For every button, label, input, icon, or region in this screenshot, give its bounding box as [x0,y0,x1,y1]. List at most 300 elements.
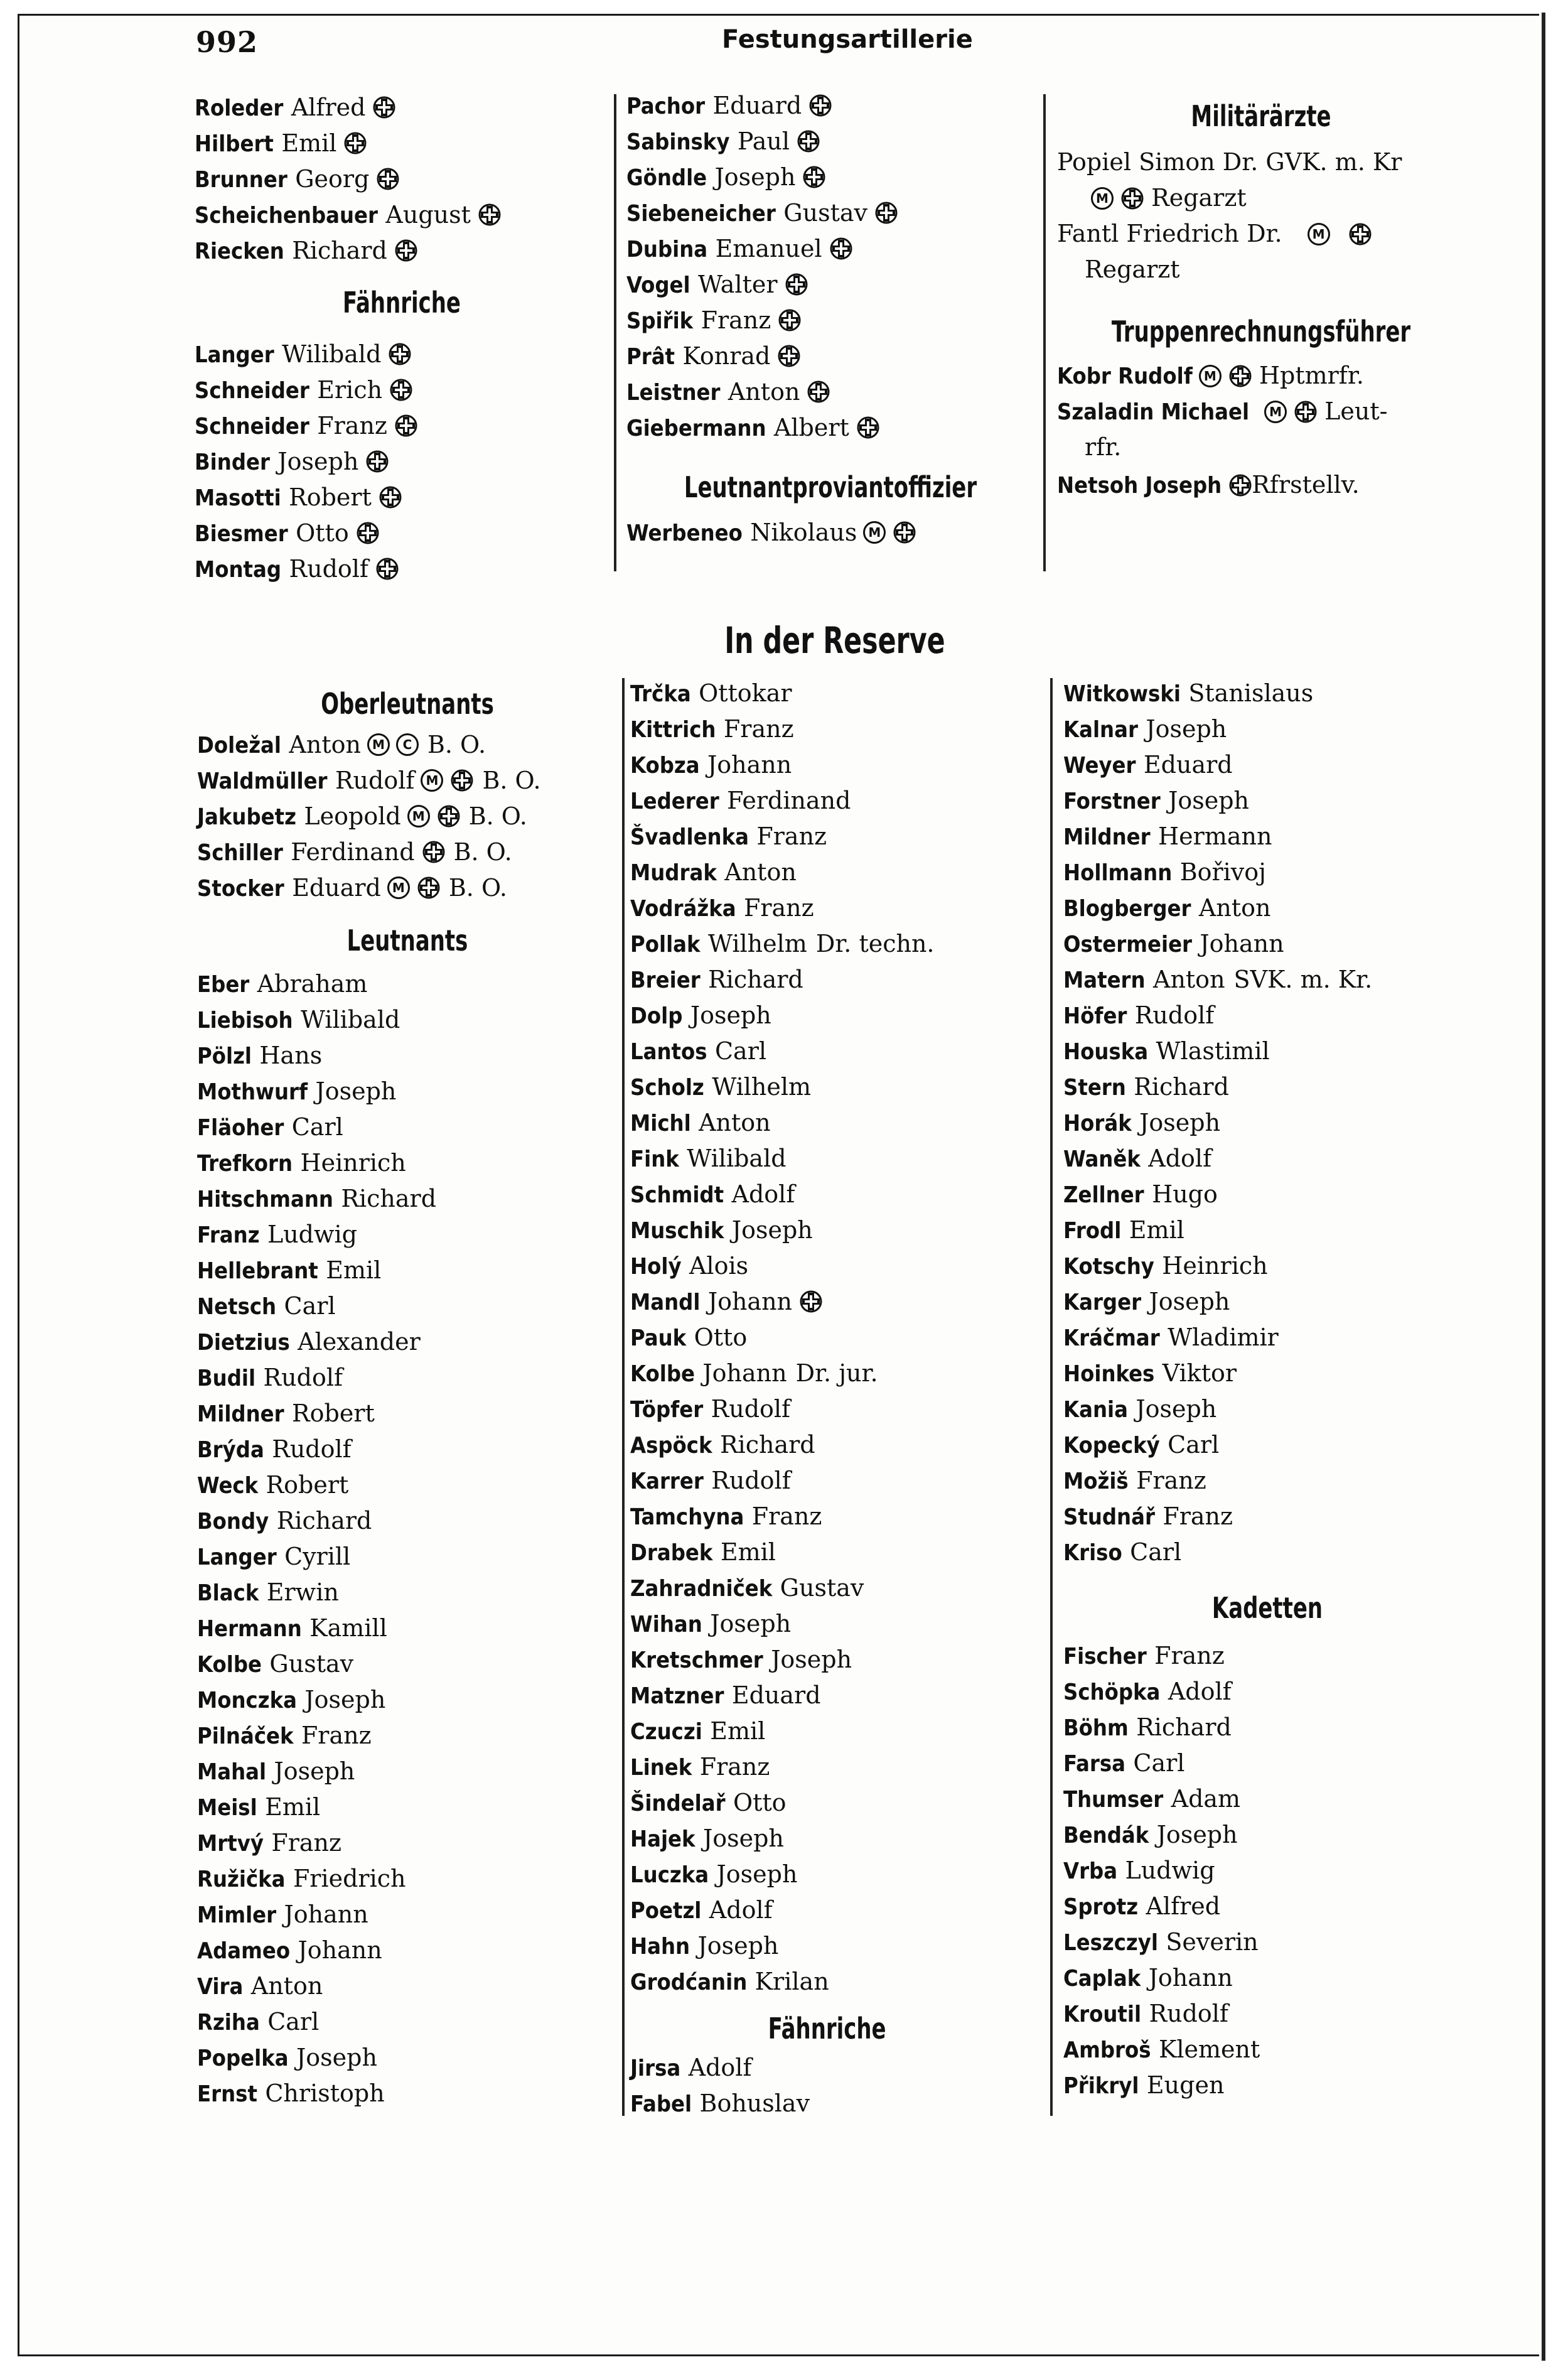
list-entry [197,1253,618,1288]
given-name: August [385,201,471,229]
given-name: Johann [707,1288,793,1315]
given-name: Anton [1198,894,1271,922]
surname: Sabinsky [626,129,730,155]
given-name: Leopold [304,802,401,830]
given-name: Joseph [697,1932,779,1960]
entry-szaladin-rank: rfr. [1085,433,1122,461]
surname: Adameo [197,1938,291,1964]
list-entry [630,2050,1044,2086]
surname: Hellebrant [197,1258,318,1284]
given-name: Joseph [1168,787,1249,814]
list-entry [197,834,618,870]
surname: Breier [630,968,701,993]
given-name: Klement [1158,2035,1260,2063]
heading-leutnantproviantoffizier: Leutnantproviantoffizier [684,470,977,504]
given-name: Richard [292,237,387,264]
list-entry [195,408,609,444]
surname: Kriso [1063,1540,1122,1566]
surname: Schmidt [630,1182,724,1208]
given-name: Otto [733,1789,787,1816]
given-name: Otto [296,519,349,547]
list-entry [626,124,1034,159]
cross-icon [379,486,402,509]
surname: Liebisoh [197,1008,293,1033]
cross-icon [830,237,852,260]
cross-icon [373,96,395,119]
list-entry [1063,1674,1471,1710]
given-name: Joseph [1139,1109,1221,1136]
given-name: Wilibald [300,1006,400,1033]
top-column-2 [626,88,1034,551]
given-name: Johann [1148,1964,1233,1992]
list-entry [197,1610,618,1646]
given-name: Anton [289,731,361,758]
surname: Budil [197,1366,256,1391]
merit-medal-icon: M [1308,223,1330,245]
merit-medal-icon: M [367,733,390,756]
given-name: Joseph [296,2044,377,2071]
given-name: Joseph [1136,1395,1217,1423]
surname: Dubina [626,237,708,262]
given-name: Franz [744,894,814,922]
cross-icon [797,130,820,153]
given-name: Wilhelm [707,930,807,957]
given-name: Walter [698,271,778,298]
list-entry [626,410,1034,446]
given-name: Anton [1153,966,1225,993]
surname: Poetzl [630,1898,702,1924]
list-entry [1063,676,1471,711]
list-entry [197,1718,618,1754]
given-name: Cyrill [284,1543,351,1570]
surname: Mothwurf [197,1079,308,1105]
entry-note: B. O. [448,874,507,902]
entry-note: Dr. jur. [795,1359,878,1387]
given-name: Joseph [731,1216,813,1244]
list-entry [1063,962,1471,998]
given-name: Wlastimil [1156,1037,1270,1065]
given-name: Anton [728,378,800,406]
list-entry [630,1785,1044,1821]
surname: Böhm [1063,1715,1129,1741]
surname: Hitschmann [197,1187,333,1212]
given-name: Ottokar [699,679,792,707]
given-name: Emil [720,1538,776,1566]
surname: Švadlenka [630,824,749,850]
surname: Biesmer [195,521,288,547]
surname: Zellner [1063,1182,1144,1208]
surname: Meisl [197,1795,257,1821]
list-entry [195,161,609,197]
surname: Matzner [630,1683,724,1709]
list-entry [630,783,1044,819]
cross-icon [390,379,412,401]
cross-icon [366,450,389,473]
list-entry [197,1754,618,1789]
list-entry [630,676,1044,711]
list-entry [630,1177,1044,1212]
surname: Karger [1063,1290,1142,1315]
given-name: Alois [689,1252,749,1280]
surname: Schneider [195,414,309,439]
surname: Drabek [630,1540,713,1566]
list-entry [197,763,618,799]
surname: Karrer [630,1469,704,1494]
list-entry [630,1606,1044,1642]
surname: Rziha [197,2010,260,2035]
c-medal-icon: C [396,733,419,756]
surname: Waněk [1063,1146,1141,1172]
cross-icon [389,343,411,365]
list-entry [197,1861,618,1897]
surname: Kotschy [1063,1254,1154,1280]
given-name: Johann [298,1936,382,1964]
surname: Matern [1063,968,1146,993]
surname: Franz [197,1222,260,1248]
surname: Možiš [1063,1469,1129,1494]
given-name: Richard [1136,1713,1232,1741]
heading-truppenrechnungsfuehrer: Truppenrechnungsführer [1111,315,1411,348]
given-name: Robert [266,1471,349,1499]
given-name: Joseph [702,1825,784,1852]
list-entry [1063,1534,1471,1570]
surname: Luczka [630,1862,709,1888]
column-rule [614,94,616,571]
given-name: Richard [276,1507,372,1534]
cross-icon [800,1290,822,1313]
surname: Blogberger [1063,896,1191,922]
list-entry [630,1892,1044,1928]
given-name: Rudolf [335,767,415,794]
given-name: Bohuslav [699,2089,810,2117]
heading-leutnants: Leutnants [346,924,468,957]
surname: Stern [1063,1075,1126,1101]
list-entry [197,870,618,906]
cross-icon [344,132,367,154]
list-entry [1063,1033,1471,1069]
list-entry [630,1749,1044,1785]
surname: Holý [630,1254,682,1280]
list-entry [1063,1069,1471,1105]
surname: Pachor [626,94,706,119]
surname: Leistner [626,380,721,406]
cross-icon [438,805,460,828]
given-name: Emil [1129,1216,1184,1244]
list-entry [197,1038,618,1074]
given-name: Anton [699,1109,771,1136]
surname: Houska [1063,1039,1149,1065]
list-entry [1063,998,1471,1033]
surname: Hajek [630,1826,695,1852]
surname: Langer [197,1545,277,1570]
cross-icon [1229,474,1252,497]
given-name: Gustav [780,1574,864,1602]
surname: Linek [630,1755,692,1781]
given-name: Carl [714,1037,767,1065]
given-name: Richard [719,1431,815,1458]
surname: Kania [1063,1397,1128,1423]
list-entry [1063,1638,1471,1674]
list-entry [197,1646,618,1682]
list-entry [630,1320,1044,1356]
given-name: Alfred [1146,1892,1221,1920]
surname: Doležal [197,733,281,758]
surname: Hermann [197,1616,302,1642]
merit-medal-icon: M [387,876,410,899]
given-name: Adolf [688,2054,752,2081]
given-name: Rudolf [1149,2000,1228,2027]
surname: Kalnar [1063,717,1138,743]
given-name: Hermann [1158,822,1272,850]
given-name: Erich [317,376,383,404]
cross-icon [417,876,440,899]
surname: Caplak [1063,1966,1141,1992]
given-name: Rudolf [289,555,368,583]
given-name: Joseph [1149,1288,1230,1315]
surname: Forstner [1063,789,1161,814]
given-name: Alfred [291,94,366,121]
list-entry [197,1324,618,1360]
surname: Riecken [195,239,284,264]
given-name: Emil [281,129,337,157]
list-entry [197,1396,618,1432]
surname: Dietzius [197,1330,290,1356]
given-name: Eugen [1146,2071,1225,2099]
list-entry [197,1002,618,1038]
surname: Dolp [630,1003,683,1029]
given-name: Rudolf [711,1395,791,1423]
surname: Pauk [630,1325,687,1351]
list-entry [197,1074,618,1109]
list-entry [630,1427,1044,1463]
surname: Hilbert [195,131,274,157]
heading-in-der-reserve: In der Reserve [724,619,945,662]
list-entry [1063,1320,1471,1356]
surname: Kolbe [197,1652,262,1678]
column-rule [622,678,625,2116]
merit-medal-icon: M [863,521,886,544]
given-name: Richard [1134,1073,1229,1101]
list-entry [1063,1499,1471,1534]
surname: Trefkorn [197,1151,293,1177]
cross-icon [357,522,379,544]
given-name: Alexander [298,1328,421,1356]
list-entry [630,1928,1044,1964]
given-name: Konrad [682,342,771,370]
list-entry [1063,1889,1471,1924]
list-entry [630,1821,1044,1857]
given-name: Franz [317,412,387,439]
list-entry [630,890,1044,926]
list-entry [1063,1817,1471,1853]
list-entry [195,372,609,408]
entry-note: B. O. [427,731,486,758]
list-entry [630,1642,1044,1678]
list-entry [630,1141,1044,1177]
list-entry [630,926,1044,962]
list-entry [1063,1924,1471,1960]
entry-popiel-rank: M Regarzt [1057,180,1465,216]
given-name: Carl [1130,1538,1182,1566]
surname: Lederer [630,789,719,814]
surname: Mandl [630,1290,701,1315]
list-entry [626,515,1034,551]
surname: Kolbe [630,1361,695,1387]
surname: Kopecký [1063,1433,1160,1458]
entry-kobr: Kobr Rudolf M Hptmrfr. [1057,362,1364,389]
list-entry [195,515,609,551]
given-name: Stanislaus [1188,679,1314,707]
cross-icon [875,202,898,224]
surname: Wihan [630,1612,702,1637]
cross-icon [376,558,399,580]
surname: Roleder [195,95,284,121]
surname: Vogel [626,272,690,298]
page-number: 992 [196,25,259,59]
list-entry [626,195,1034,231]
list-entry [197,1109,618,1145]
given-name: Richard [708,966,803,993]
list-entry [197,1360,618,1396]
surname: Kretschmer [630,1647,763,1673]
surname: Bendák [1063,1823,1149,1848]
list-entry [630,1356,1044,1391]
surname: Scheichenbauer [195,203,378,229]
given-name: Erwin [266,1578,339,1606]
given-name: Joseph [716,1860,798,1888]
cross-icon [1121,187,1144,210]
surname: Fink [630,1146,679,1172]
surname: Mildner [1063,824,1151,850]
surname: Frodl [1063,1218,1122,1244]
list-entry [630,1248,1044,1284]
given-name: Johann [702,1359,787,1387]
merit-medal-icon: M [1264,401,1287,423]
given-name: Krilan [754,1968,829,1995]
merit-medal-icon: M [421,769,443,792]
surname: Mildner [197,1401,284,1427]
surname: Pilnáček [197,1723,294,1749]
surname: Jirsa [630,2056,681,2081]
surname: Muschik [630,1218,724,1244]
given-name: Adolf [1168,1678,1232,1705]
list-entry [197,1897,618,1933]
surname: Kroutil [1063,2002,1142,2027]
entry-netsoh: Netsoh Joseph Rfrstellv. [1057,471,1360,499]
surname: Stocker [197,876,284,902]
list-entry [1063,1248,1471,1284]
given-name: Franz [751,1502,822,1530]
list-entry [195,197,609,233]
given-name: Carl [1133,1749,1185,1777]
entry-note: Dr. techn. [815,930,935,957]
given-name: Rudolf [711,1467,791,1494]
given-name: Joseph [274,1757,355,1785]
given-name: Joseph [714,163,796,191]
list-entry [630,1212,1044,1248]
surname: Siebeneicher [626,201,776,227]
surname: Šindelař [630,1791,726,1816]
surname: Přikryl [1063,2073,1139,2099]
given-name: Franz [701,306,771,334]
list-entry [1063,1996,1471,2032]
surname: Ostermeier [1063,932,1193,957]
list-entry [195,126,609,161]
surname: Thumser [1063,1787,1164,1813]
surname: Fläoher [197,1115,284,1141]
surname: Giebermann [626,416,766,441]
list-entry [1063,1177,1471,1212]
given-name: Franz [271,1829,342,1857]
list-entry [1063,819,1471,855]
given-name: Wilhelm [712,1073,812,1101]
given-name: Hugo [1152,1180,1218,1208]
list-entry [626,338,1034,374]
list-entry [197,1825,618,1861]
list-entry [630,1463,1044,1499]
list-entry [195,337,609,372]
surname: Weck [197,1473,259,1499]
surname: Scholz [630,1075,704,1101]
list-entry [630,1069,1044,1105]
surname: Fischer [1063,1644,1147,1669]
surname: Fabel [630,2091,692,2117]
list-entry [197,1682,618,1718]
heading-faehnriche: Fähnriche [343,286,461,320]
cross-icon [803,166,825,188]
list-entry [197,2040,618,2076]
surname: Zahradniček [630,1576,773,1602]
list-entry [195,233,609,269]
given-name: Anton [250,1972,323,2000]
given-name: Richard [341,1185,437,1212]
surname: Hahn [630,1934,690,1960]
list-entry [197,727,618,763]
given-name: Wilibald [282,340,382,368]
list-entry [1063,890,1471,926]
given-name: Albert [773,414,849,441]
list-entry [630,1391,1044,1427]
list-entry [197,1467,618,1503]
given-name: Ludwig [267,1221,358,1248]
given-name: Franz [1163,1502,1233,1530]
surname: Jakubetz [197,804,296,830]
cross-icon [451,769,473,792]
entry-note: B. O. [453,838,512,866]
given-name: Viktor [1162,1359,1237,1387]
list-entry [630,819,1044,855]
surname: Hoinkes [1063,1361,1155,1387]
surname: Mudrak [630,860,717,886]
top-column-3 [1057,88,1465,503]
given-name: Rudolf [1134,1001,1215,1029]
cross-icon [778,345,800,367]
list-entry [626,303,1034,338]
given-name: Emanuel [715,235,822,262]
surname: Czuczi [630,1719,702,1745]
surname: Töpfer [630,1397,704,1423]
surname: Mrtvý [197,1831,264,1857]
given-name: Ferdinand [727,787,851,814]
surname: Kittrich [630,717,716,743]
reserve-column-2 [630,676,1044,2122]
list-entry [630,1857,1044,1892]
list-entry [195,444,609,480]
given-name: Emil [265,1793,321,1821]
merit-medal-icon: M [1199,365,1222,387]
list-entry [1063,1710,1471,1745]
given-name: Franz [699,1753,770,1781]
